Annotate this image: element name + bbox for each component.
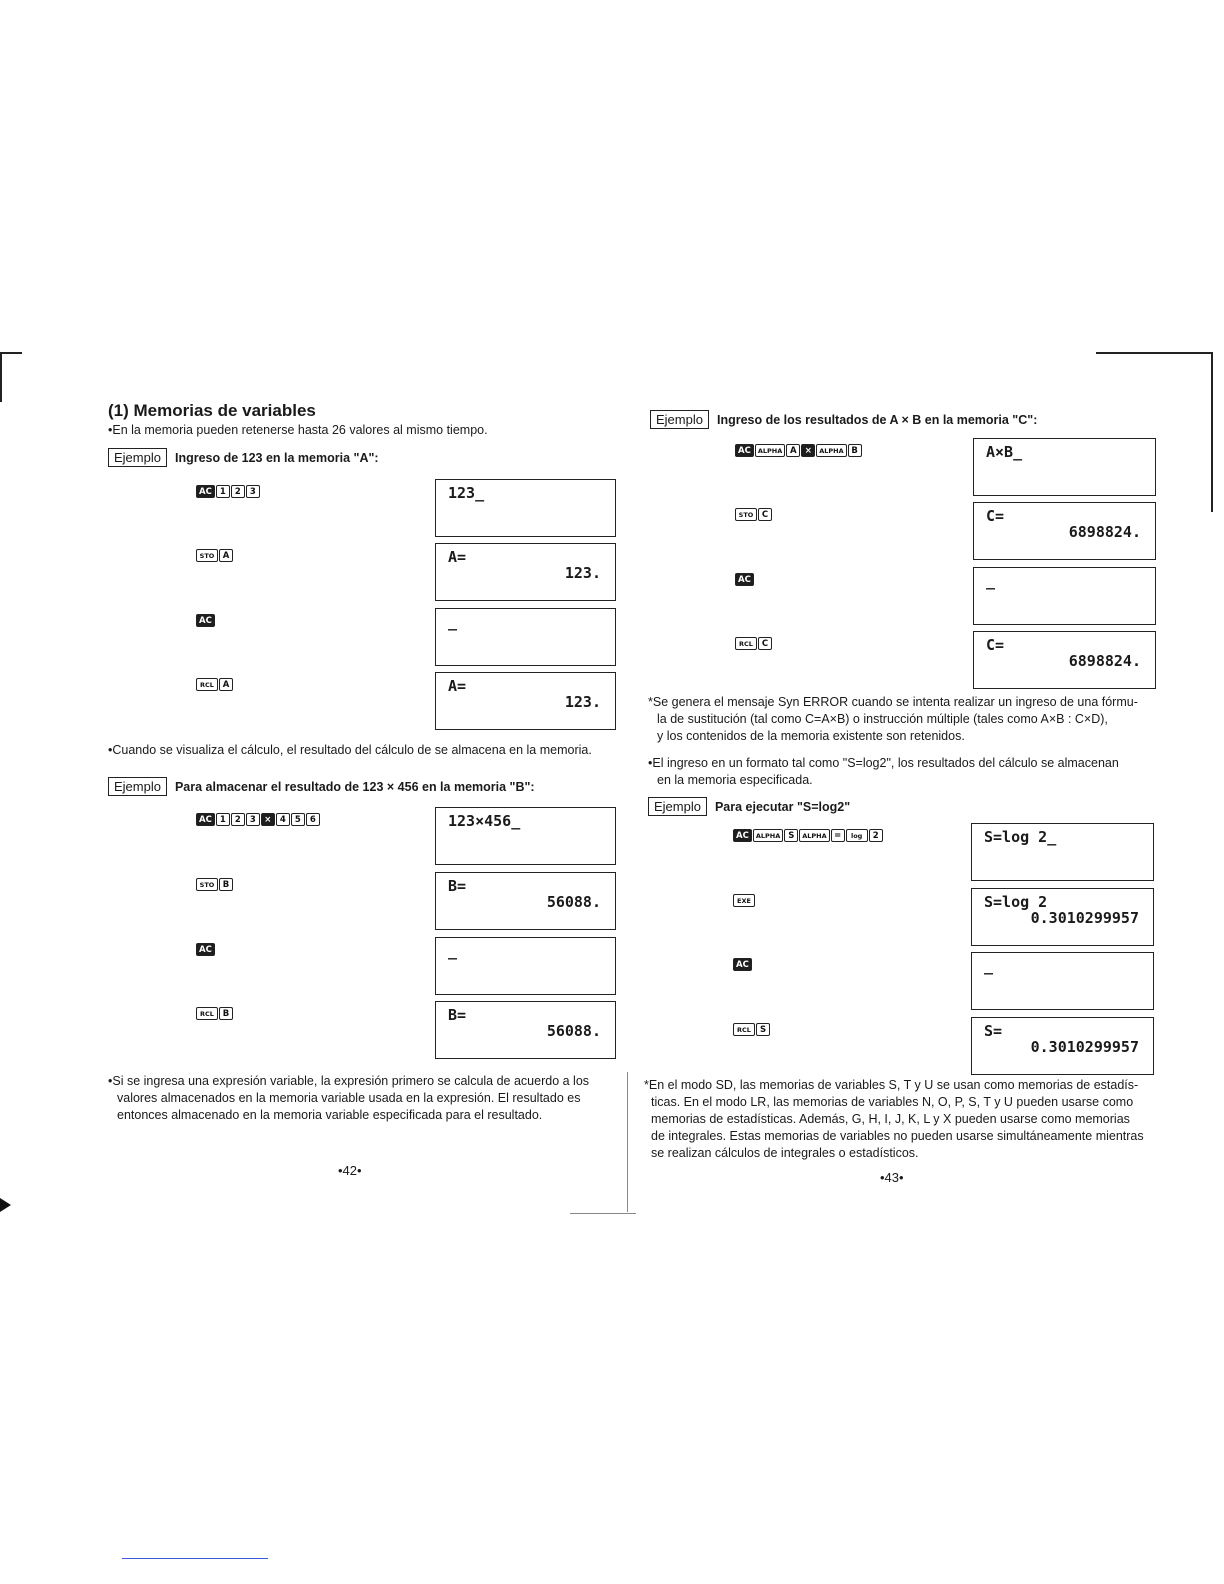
calculator-key: ALPHA <box>755 444 785 457</box>
calculator-key: AC <box>733 829 752 842</box>
note-paragraph <box>648 755 1119 789</box>
lcd-line-1: _ <box>448 613 458 631</box>
lcd-display <box>973 438 1156 496</box>
calculator-key: 2 <box>231 813 245 826</box>
calculator-key: 6 <box>306 813 320 826</box>
key-sequence <box>196 943 215 956</box>
calculator-key: ALPHA <box>799 829 829 842</box>
calculator-key: RCL <box>733 1023 755 1036</box>
note-line: memorias de estadísticas. Además, G, H, I, J, K, L y X pueden usarse como memorias <box>651 1112 1130 1126</box>
calculator-key: AC <box>733 958 752 971</box>
key-sequence <box>196 1007 233 1020</box>
example-heading-text: Para almacenar el resultado de 123 × 456 en la memoria "B": <box>174 780 535 794</box>
example-heading-text: Ingreso de 123 en la memoria "A": <box>174 451 379 465</box>
lcd-line-1: B= <box>448 1006 467 1024</box>
calculator-key: AC <box>196 614 215 627</box>
lcd-line-2: 123. <box>564 693 601 711</box>
calculator-key: A <box>219 678 233 691</box>
calculator-key: 3 <box>246 813 260 826</box>
calculator-key: AC <box>196 943 215 956</box>
key-sequence <box>196 549 233 562</box>
lcd-display <box>435 937 616 995</box>
note-line: valores almacenados en la memoria variable usada en la expresión. El resultado es <box>117 1091 581 1105</box>
example-heading <box>108 448 379 467</box>
calculator-key: A <box>219 549 233 562</box>
lcd-line-1: S= <box>984 1022 1003 1040</box>
lcd-display <box>435 608 616 666</box>
calculator-key: × <box>261 813 275 826</box>
page-number: •42• <box>338 1163 362 1178</box>
key-sequence <box>733 1023 770 1036</box>
key-sequence <box>735 573 754 586</box>
crop-mark-top-left <box>0 352 22 354</box>
calculator-key: × <box>801 444 815 457</box>
lcd-display <box>971 1017 1154 1075</box>
lcd-line-2: 56088. <box>546 893 601 911</box>
calculator-key: B <box>848 444 862 457</box>
note-paragraph <box>108 1073 589 1124</box>
calculator-key: AC <box>735 444 754 457</box>
lcd-display <box>973 502 1156 560</box>
center-fold-line <box>627 1072 628 1212</box>
calculator-key: 4 <box>276 813 290 826</box>
calculator-key: ALPHA <box>816 444 846 457</box>
note-paragraph <box>648 694 1138 745</box>
lcd-line-1: 123_ <box>448 484 485 502</box>
calculator-key: 2 <box>869 829 883 842</box>
calculator-key: S <box>756 1023 770 1036</box>
calculator-key: STO <box>196 549 218 562</box>
lcd-line-1: _ <box>984 957 994 975</box>
lcd-display <box>971 888 1154 946</box>
lcd-line-1: S=log 2_ <box>984 828 1057 846</box>
calculator-key: log <box>846 829 868 842</box>
lcd-line-1: 123×456_ <box>448 812 521 830</box>
crop-mark-top-right <box>1096 352 1212 354</box>
example-heading <box>648 797 850 816</box>
lcd-display <box>435 1001 616 1059</box>
lcd-display <box>435 807 616 865</box>
example-tag: Ejemplo <box>108 448 167 467</box>
key-sequence <box>733 958 752 971</box>
lcd-display <box>435 543 616 601</box>
lcd-line-2: 0.3010299957 <box>1030 909 1139 927</box>
calculator-key: 2 <box>231 485 245 498</box>
calculator-key: AC <box>196 813 215 826</box>
key-sequence <box>733 829 883 842</box>
lcd-display <box>435 672 616 730</box>
lcd-display <box>435 479 616 537</box>
note-paragraph <box>644 1077 1144 1162</box>
lcd-line-1: A×B_ <box>986 443 1023 461</box>
lcd-display <box>435 872 616 930</box>
key-sequence <box>735 508 772 521</box>
example-tag: Ejemplo <box>650 410 709 429</box>
calculator-key: RCL <box>196 678 218 691</box>
note-line: ticas. En el modo LR, las memorias de variables N, O, P, S, T y U pueden usarse como <box>651 1095 1134 1109</box>
key-sequence <box>733 894 755 907</box>
calculator-key: AC <box>196 485 215 498</box>
note-line: se realizan cálculos de integrales o estadísticos. <box>651 1146 919 1160</box>
lcd-line-2: 6898824. <box>1068 523 1141 541</box>
note-line: *En el modo SD, las memorias de variables S, T y U se usan como memorias de estadís- <box>644 1078 1139 1092</box>
example-heading-text: Para ejecutar "S=log2" <box>714 800 851 814</box>
calculator-key: RCL <box>735 637 757 650</box>
lcd-display <box>971 823 1154 881</box>
key-sequence <box>735 444 862 457</box>
example-heading <box>650 410 1037 429</box>
calculator-key: S <box>784 829 798 842</box>
calculator-key: STO <box>735 508 757 521</box>
calculator-key: STO <box>196 878 218 891</box>
key-sequence <box>196 614 215 627</box>
lcd-line-1: A= <box>448 677 467 695</box>
crop-arrow-icon <box>0 1198 11 1212</box>
page-number: •43• <box>880 1170 904 1185</box>
calculator-key: EXE <box>733 894 755 907</box>
calculator-key: ALPHA <box>753 829 783 842</box>
lcd-line-1: C= <box>986 507 1005 525</box>
calculator-key: = <box>831 829 845 842</box>
example-tag: Ejemplo <box>108 777 167 796</box>
calculator-key: C <box>758 637 772 650</box>
calculator-key: 1 <box>216 813 230 826</box>
note-line: entonces almacenado en la memoria variable especificada para el resultado. <box>117 1108 543 1122</box>
lcd-display <box>973 631 1156 689</box>
key-sequence <box>196 813 320 826</box>
crop-mark-left <box>0 352 2 402</box>
calculator-key: A <box>786 444 800 457</box>
lcd-line-2: 6898824. <box>1068 652 1141 670</box>
note-line: de integrales. Estas memorias de variables no pueden usarse simultáneamente mientras <box>651 1129 1144 1143</box>
lcd-display <box>973 567 1156 625</box>
bottom-fold-line <box>570 1213 636 1214</box>
note-line: la de sustitución (tal como C=A×B) o instrucción múltiple (tales como A×B : C×D), <box>657 712 1108 726</box>
lcd-line-1: B= <box>448 877 467 895</box>
lcd-line-1: _ <box>986 572 996 590</box>
lcd-line-1: A= <box>448 548 467 566</box>
note-line: •El ingreso en un formato tal como "S=log2", los resultados del cálculo se almacenan <box>648 756 1119 770</box>
lcd-display <box>971 952 1154 1010</box>
key-sequence <box>735 637 772 650</box>
calculator-key: 1 <box>216 485 230 498</box>
calculator-key: C <box>758 508 772 521</box>
calculator-key: B <box>219 878 233 891</box>
calculator-key: 5 <box>291 813 305 826</box>
calculator-key: 3 <box>246 485 260 498</box>
note-text: •Cuando se visualiza el cálculo, el resultado del cálculo de se almacena en la memoria. <box>108 743 592 757</box>
example-heading <box>108 777 535 796</box>
lcd-line-1: _ <box>448 942 458 960</box>
example-heading-text: Ingreso de los resultados de A × B en la memoria "C": <box>716 413 1038 427</box>
lcd-line-2: 0.3010299957 <box>1030 1038 1139 1056</box>
calculator-key: B <box>219 1007 233 1020</box>
key-sequence <box>196 678 233 691</box>
lcd-line-1: S=log 2 <box>984 893 1048 911</box>
intro-text: •En la memoria pueden retenerse hasta 26 valores al mismo tiempo. <box>108 423 488 437</box>
example-tag: Ejemplo <box>648 797 707 816</box>
note-line: en la memoria especificada. <box>657 773 813 787</box>
bottom-blue-line <box>122 1558 268 1559</box>
lcd-line-2: 123. <box>564 564 601 582</box>
crop-mark-right <box>1211 352 1213 512</box>
note-line: *Se genera el mensaje Syn ERROR cuando se intenta realizar un ingreso de una fórmu- <box>648 695 1138 709</box>
calculator-key: RCL <box>196 1007 218 1020</box>
calculator-key: AC <box>735 573 754 586</box>
key-sequence <box>196 878 233 891</box>
lcd-line-1: C= <box>986 636 1005 654</box>
note-line: y los contenidos de la memoria existente son retenidos. <box>657 729 965 743</box>
key-sequence <box>196 485 260 498</box>
note-line: •Si se ingresa una expresión variable, la expresión primero se calcula de acuerdo a los <box>108 1074 590 1088</box>
section-title: (1) Memorias de variables <box>108 401 316 420</box>
lcd-line-2: 56088. <box>546 1022 601 1040</box>
